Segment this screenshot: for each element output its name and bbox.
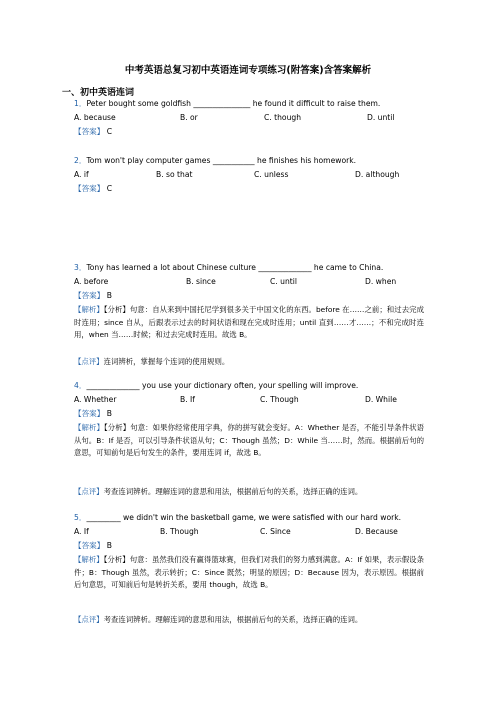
analysis-tag: 【解析】	[74, 555, 104, 564]
question-4-answer	[74, 408, 112, 419]
section-heading: 一、初中英语连词	[62, 88, 135, 98]
option-a: A. before	[74, 277, 109, 286]
question-5-answer	[74, 540, 112, 551]
question-5	[74, 512, 401, 523]
option-c: C. though	[264, 113, 302, 122]
question-text: ______________ you use your dictionary often, your spelling will improve.	[86, 381, 359, 390]
question-1-answer	[74, 126, 112, 137]
question-3-comment	[74, 356, 424, 369]
question-3	[74, 262, 383, 273]
question-number: 3．	[74, 263, 87, 272]
answer-tag: 【答案】	[74, 291, 105, 300]
option-c: C. Since	[260, 527, 291, 536]
analysis-tag: 【解析】	[74, 423, 104, 432]
question-number: 2．	[74, 156, 87, 165]
question-4-analysis	[74, 422, 424, 460]
question-5-analysis	[74, 554, 424, 592]
option-c: C. Though	[260, 395, 299, 404]
option-a: A. if	[74, 170, 89, 179]
question-2-answer	[74, 183, 112, 194]
option-b: B. so that	[156, 170, 193, 179]
option-c: C. unless	[254, 170, 289, 179]
question-text: _________ we didn't win the basketball game, we were satisfied with our hard work.	[86, 513, 402, 522]
option-a: A. If	[74, 527, 89, 536]
question-4-comment	[74, 486, 424, 499]
answer-tag: 【答案】	[74, 409, 105, 418]
option-a: A. because	[74, 113, 116, 122]
option-c: C. until	[270, 277, 297, 286]
comment-text: 连词辨析，掌握每个连词的使用规则。	[103, 357, 230, 366]
question-number: 5．	[74, 513, 87, 522]
analysis-text: 【分析】句意：自从来到中国托尼学到很多关于中国文化的东西。before 在……之前；和过去完成时连用；since 自从，后跟表示过去的时间状语和现在完成时连用；until 直到……才……；不和完成时连用，when 当……时候；和过去完成时连用。故选 B。	[74, 305, 424, 339]
comment-text: 考查连词辨析。理解连词的意思和用法，根据前后句的关系，选择正确的连词。	[103, 615, 363, 624]
option-d: D. until	[367, 113, 395, 122]
analysis-text: 【分析】句意：虽然我们没有赢得篮球赛，但我们对我们的努力感到满意。A：If 如果，表示假设条件；B：Though 虽然，表示转折；C：Since 既然；明显的原因；D：Because 因为，表示原因。根据前后句意思，可知前后句是转折关系，要用 though，故选 B。	[74, 555, 424, 589]
question-number: 1．	[74, 99, 87, 108]
option-a: A. Whether	[74, 395, 117, 404]
question-4	[74, 380, 358, 391]
answer-value: B	[106, 291, 113, 300]
document-title: 中考英语总复习初中英语连词专项练习(附答案)含答案解析	[124, 65, 372, 76]
comment-text: 考查连词辨析。理解连词的意思和用法，根据前后句的关系，选择正确的连词。	[103, 487, 363, 496]
comment-tag: 【点评】	[74, 487, 104, 496]
question-1	[74, 98, 380, 109]
question-text: Tom won't play computer games ___________ he finishes his homework.	[86, 156, 357, 165]
comment-tag: 【点评】	[74, 357, 104, 366]
comment-tag: 【点评】	[74, 615, 104, 624]
question-text: Tony has learned a lot about Chinese culture ______________ he came to China.	[86, 263, 384, 272]
option-d: D. Because	[355, 527, 398, 536]
answer-value: B	[106, 409, 113, 418]
question-2	[74, 155, 356, 166]
option-d: D. when	[365, 277, 397, 286]
option-b: B. If	[180, 395, 195, 404]
option-b: B. since	[186, 277, 216, 286]
analysis-text: 【分析】句意：如果你经常使用字典，你的拼写就会变好。A：Whether 是否，不能引导条件状语从句。B：If 是否，可以引导条件状语从句；C：Though 虽然；D：While 当……时，然而。根据前后句的意思，可知前句是后句发生的条件，要用连词 if，故选 B。	[74, 423, 424, 457]
option-d: D. While	[365, 395, 397, 404]
answer-value: C	[106, 127, 113, 136]
option-d: D. although	[355, 170, 400, 179]
answer-tag: 【答案】	[74, 127, 105, 136]
answer-tag: 【答案】	[74, 541, 105, 550]
question-number: 4．	[74, 381, 87, 390]
answer-value: B	[106, 541, 113, 550]
option-b: B. Though	[160, 527, 199, 536]
option-b: B. or	[180, 113, 198, 122]
question-5-comment	[74, 614, 424, 627]
question-3-answer	[74, 290, 112, 301]
question-3-analysis	[74, 304, 424, 342]
answer-tag: 【答案】	[74, 184, 105, 193]
analysis-tag: 【解析】	[74, 305, 104, 314]
answer-value: C	[106, 184, 113, 193]
question-text: Peter bought some goldfish _______________ he found it difficult to raise them.	[86, 99, 381, 108]
